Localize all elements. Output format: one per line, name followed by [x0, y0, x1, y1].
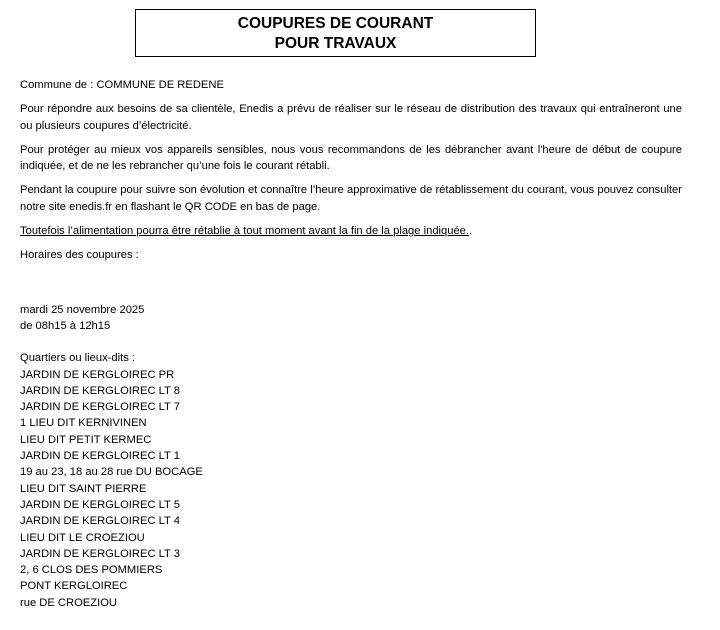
list-item: 1 LIEU DIT KERNIVINEN [20, 417, 147, 430]
notice-paragraph: Toutefois l’alimentation pourra être rétablie à tout moment avant la fin de la plage indiquée. [20, 225, 470, 238]
spacer [20, 264, 682, 302]
list-item: rue DE CROEZIOU [20, 596, 117, 609]
outage-time: de 08h15 à 12h15 [20, 319, 111, 332]
list-item: PONT KERGLOIREC [20, 580, 128, 593]
locations-list [20, 367, 682, 611]
schedule-heading: Horaires des coupures : [20, 249, 139, 262]
page-title-line-1: COUPURES DE COURANT [237, 15, 434, 32]
list-item: JARDIN DE KERGLOIREC PR [20, 368, 175, 381]
list-item: JARDIN DE KERGLOIREC LT 3 [20, 547, 180, 560]
notice-paragraph-wrapper [20, 223, 682, 239]
spacer [20, 334, 682, 350]
list-item: JARDIN DE KERGLOIREC LT 1 [20, 450, 180, 463]
commune-line: Commune de : COMMUNE DE REDENE [20, 79, 224, 91]
title-box [135, 9, 536, 57]
list-item: LIEU DIT LE CROEZIOU [20, 531, 145, 544]
list-item: LIEU DIT PETIT KERMEC [20, 433, 152, 446]
notice-body [20, 77, 682, 611]
locations-heading: Quartiers ou lieux-dits : [20, 352, 136, 365]
list-item: 19 au 23, 18 au 28 rue DU BOCAGE [20, 466, 203, 479]
intro-paragraph: Pour répondre aux besoins de sa clientèle, Enedis a prévu de réaliser sur le réseau de distribution des travaux qui entraîneront une ou plusieurs coupures d’électricité. [20, 103, 682, 132]
list-item: JARDIN DE KERGLOIREC LT 7 [20, 401, 180, 414]
list-item: JARDIN DE KERGLOIREC LT 8 [20, 384, 180, 397]
list-item: LIEU DIT SAINT PIERRE [20, 482, 147, 495]
list-item: JARDIN DE KERGLOIREC LT 4 [20, 515, 180, 528]
list-item: JARDIN DE KERGLOIREC LT 5 [20, 498, 180, 511]
page-title-line-2: POUR TRAVAUX [274, 35, 397, 52]
notice-suffix: . [469, 225, 473, 238]
outage-date: mardi 25 novembre 2025 [20, 303, 145, 316]
advice-paragraph: Pour protéger au mieux vos appareils sensibles, nous vous recommandons de les débrancher avant l'heure de début de coupure indiquée, et de ne les rebrancher qu’une fois le courant rétabli. [20, 143, 682, 173]
list-item: 2, 6 CLOS DES POMMIERS [20, 564, 163, 577]
follow-paragraph: Pendant la coupure pour suivre son évolution et connaître l’heure approximative de rétablissement du courant, vous pouvez consulter notre site enedis.fr en flashant le QR CODE en bas de page. [20, 184, 682, 213]
